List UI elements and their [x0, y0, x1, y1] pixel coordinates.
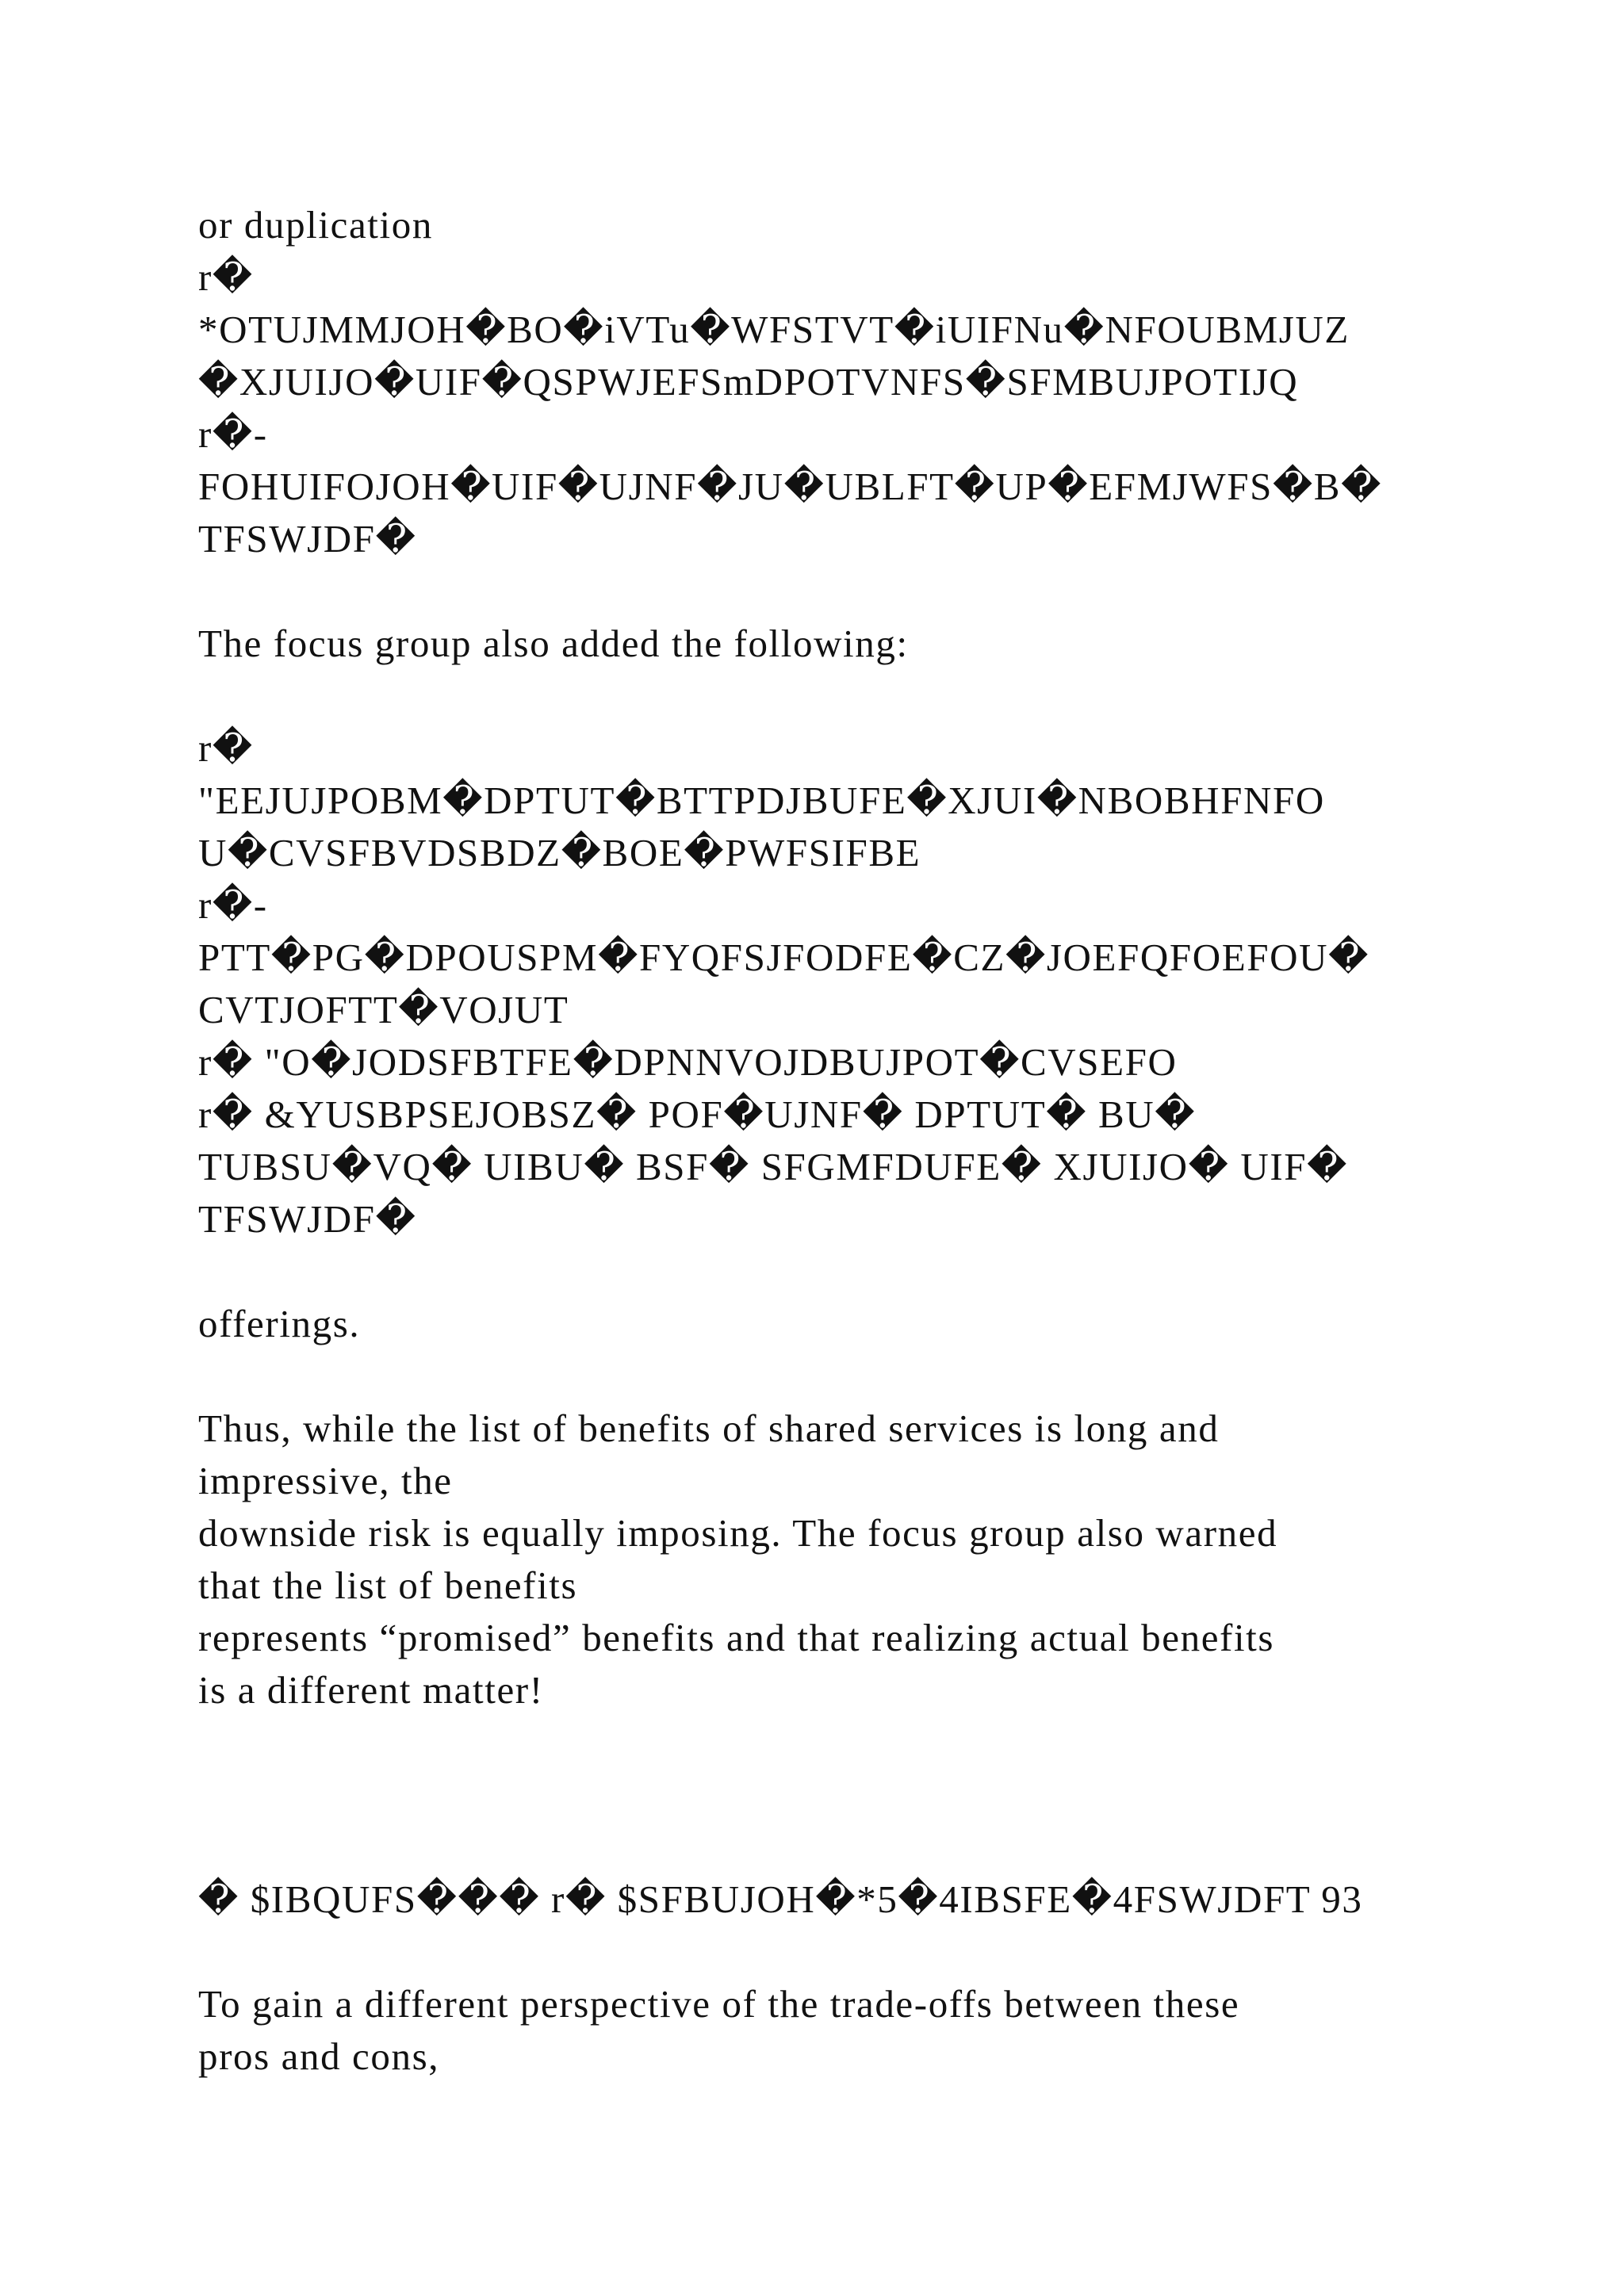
- text-line: To gain a different perspective of the trade-offs between these: [198, 1982, 1240, 2026]
- text-line: r� &YUSBPSEJOBSZ� POF�UJNF� DPTUT� BU�: [198, 1093, 1197, 1136]
- text-line: offerings.: [198, 1302, 361, 1345]
- text-line: r� "O�JODSFBTFE�DPNNVOJDBUJPOT�CVSEFO: [198, 1040, 1178, 1084]
- text-line: or duplication: [198, 203, 433, 247]
- text-line: that the list of benefits: [198, 1563, 578, 1607]
- text-line: r�: [198, 726, 254, 770]
- text-line: � $IBQUFS��� r� $SFBUJOH�*5�4IBSFE�4FSWJDFT 93: [198, 1877, 1363, 1921]
- text-line: r�: [198, 255, 254, 299]
- text-line: *OTUJMMJOH�BO�iVTu�WFSTVT�iUIFNu�NFOUBMJUZ: [198, 308, 1350, 351]
- text-line: pros and cons,: [198, 2034, 440, 2078]
- text-line: TFSWJDF�: [198, 517, 417, 561]
- text-line: U�CVSFBVDSBDZ�BOE�PWFSIFBE: [198, 831, 921, 874]
- text-line: Thus, while the list of benefits of shared services is long and: [198, 1406, 1220, 1450]
- text-line: "EEJUJPOBM�DPTUT�BTTPDJBUFE�XJUI�NBOBHFNFO: [198, 779, 1325, 822]
- text-line: FOHUIFOJOH�UIF�UJNF�JU�UBLFT�UP�EFMJWFS�B�: [198, 465, 1382, 508]
- text-line: The focus group also added the following:: [198, 622, 909, 665]
- text-line: impressive, the: [198, 1459, 453, 1502]
- text-line: TFSWJDF�: [198, 1197, 417, 1241]
- text-line: CVTJOFTT�VOJUT: [198, 988, 569, 1031]
- text-line: r�-: [198, 883, 268, 927]
- text-line: PTT�PG�DPOUSPM�FYQFSJFODFE�CZ�JOEFQFOEFOU�: [198, 936, 1369, 979]
- text-line: downside risk is equally imposing. The focus group also warned: [198, 1511, 1278, 1555]
- text-line: TUBSU�VQ� UIBU� BSF� SFGMFDUFE� XJUIJO� UIF�: [198, 1145, 1348, 1188]
- text-line: �XJUIJO�UIF�QSPWJEFSmDPOTVNFS�SFMBUJPOTIJQ: [198, 360, 1299, 404]
- text-line: represents “promised” benefits and that realizing actual benefits: [198, 1616, 1275, 1659]
- text-line: is a different matter!: [198, 1668, 544, 1712]
- text-line: r�-: [198, 412, 268, 456]
